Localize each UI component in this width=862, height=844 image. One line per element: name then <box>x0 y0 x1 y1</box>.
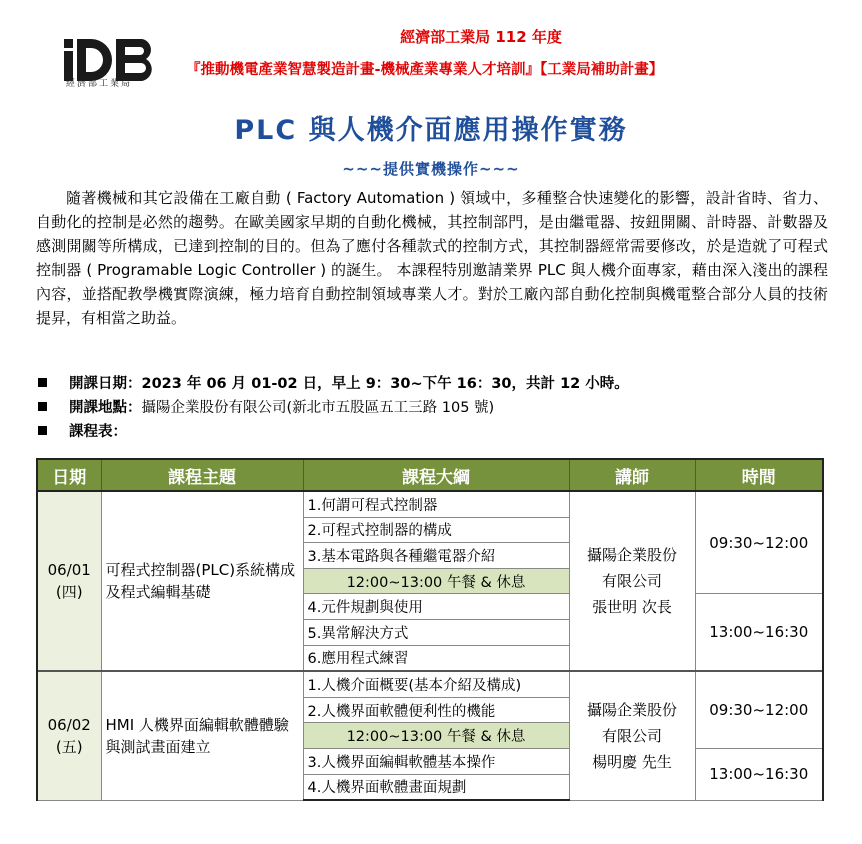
place-value: 攝陽企業股份有限公司(新北市五股區五工三路 105 號) <box>141 399 495 416</box>
day2-outline-1: 1.人機介面概要(基本介紹及構成) <box>303 671 569 697</box>
course-info <box>36 370 836 442</box>
day2-date-cell <box>37 671 101 800</box>
day1-lunch: 12:00~13:00 午餐 & 休息 <box>303 568 569 594</box>
day1-outline-1: 1.何謂可程式控制器 <box>303 491 569 517</box>
info-date <box>36 370 836 394</box>
schedule-label: 課程表： <box>69 423 127 440</box>
day1-outline-5: 5.異常解決方式 <box>303 619 569 645</box>
day2-time-pm: 13:00~16:30 <box>695 748 823 800</box>
date-value: 2023 年 06 月 01-02 日，早上 9：30~下午 16：30，共計 12 小時。 <box>141 375 629 392</box>
header-line2: 『推動機電產業智慧製造計畫-機械產業專業人才培訓』【工業局補助計畫】 <box>186 62 664 78</box>
day1-teacher-company2: 有限公司 <box>601 572 662 591</box>
place-label: 開課地點： <box>69 399 142 416</box>
header-outline: 課程大綱 <box>303 459 569 491</box>
header-time: 時間 <box>695 459 823 491</box>
day2-outline-2: 2.人機界面軟體便利性的機能 <box>303 697 569 723</box>
page-subtitle: ~~~提供實機操作~~~ <box>342 160 520 178</box>
day2-weekday: (五) <box>55 737 83 756</box>
day1-teacher-company1: 攝陽企業股份 <box>586 546 677 565</box>
day1-outline-3: 3.基本電路與各種繼電器介紹 <box>303 543 569 569</box>
day2-lunch: 12:00~13:00 午餐 & 休息 <box>303 723 569 749</box>
day1-outline-2: 2.可程式控制器的構成 <box>303 517 569 543</box>
day2-time-am: 09:30~12:00 <box>695 671 823 748</box>
bullet-square-icon <box>38 402 47 411</box>
info-place <box>36 394 836 418</box>
day2-teacher-name: 楊明慶 先生 <box>592 752 672 771</box>
page-title: PLC 與人機介面應用操作實務 <box>234 115 628 146</box>
day1-weekday: (四) <box>55 583 83 602</box>
header-line1: 經濟部工業局 112 年度 <box>400 28 562 46</box>
header-topic: 課程主題 <box>101 459 303 491</box>
day1-time-pm: 13:00~16:30 <box>695 594 823 671</box>
day2-teacher <box>569 671 695 800</box>
header-date: 日期 <box>37 459 101 491</box>
day1-date: 06/01 <box>47 561 91 580</box>
day1-outline-4: 4.元件規劃與使用 <box>303 594 569 620</box>
day2-teacher-company2: 有限公司 <box>601 726 662 745</box>
day2-topic: HMI 人機界面編輯軟體體驗與測試畫面建立 <box>101 671 303 800</box>
day1-outline-6: 6.應用程式練習 <box>303 645 569 671</box>
header-teacher: 講師 <box>569 459 695 491</box>
day1-teacher-name: 張世明 次長 <box>592 598 672 617</box>
day2-date: 06/02 <box>47 715 91 734</box>
day2-outline-3: 3.人機界面編輯軟體基本操作 <box>303 748 569 774</box>
info-schedule <box>36 418 836 442</box>
bullet-square-icon <box>38 426 47 435</box>
schedule-table <box>36 458 824 801</box>
logo-caption: 經濟部工業局 <box>66 79 133 89</box>
day2-teacher-company1: 攝陽企業股份 <box>586 700 677 719</box>
table-row <box>37 671 823 697</box>
day1-date-cell <box>37 491 101 671</box>
day1-topic: 可程式控制器(PLC)系統構成及程式編輯基礎 <box>101 491 303 671</box>
date-label: 開課日期： <box>69 375 142 392</box>
day1-teacher <box>569 491 695 671</box>
day2-outline-4: 4.人機界面軟體畫面規劃 <box>303 774 569 800</box>
day1-time-am: 09:30~12:00 <box>695 491 823 594</box>
intro-paragraph: 隨著機械和其它設備在工廠自動 ( Factory Automation ) 領域中，多種整合快速變化的影響，設計省時、省力、自動化的控制是必然的趨勢。在歐美國家早期的自動化機械，其控制部門，是由繼電器、按鈕開關、計時器、計數器及感測開關等所構成，已達到控制的目的。但為了應付各種款式的控制方式，其控制器經常需要修改，於是造就了可程式控制器 ( Programable Logic Controller ) 的誕生。 本課程特別邀請業界 PLC 與人機介面專家，藉由深入淺出的課程內容，並搭配教學機實際演練，極力培育自動控制領域專業人才。對於工廠內部自動化控制與機電整合部分人員的技術提昇，有相當之助益。 <box>36 189 828 327</box>
table-header-row <box>37 459 823 491</box>
table-row <box>37 491 823 517</box>
bullet-square-icon <box>38 378 47 387</box>
